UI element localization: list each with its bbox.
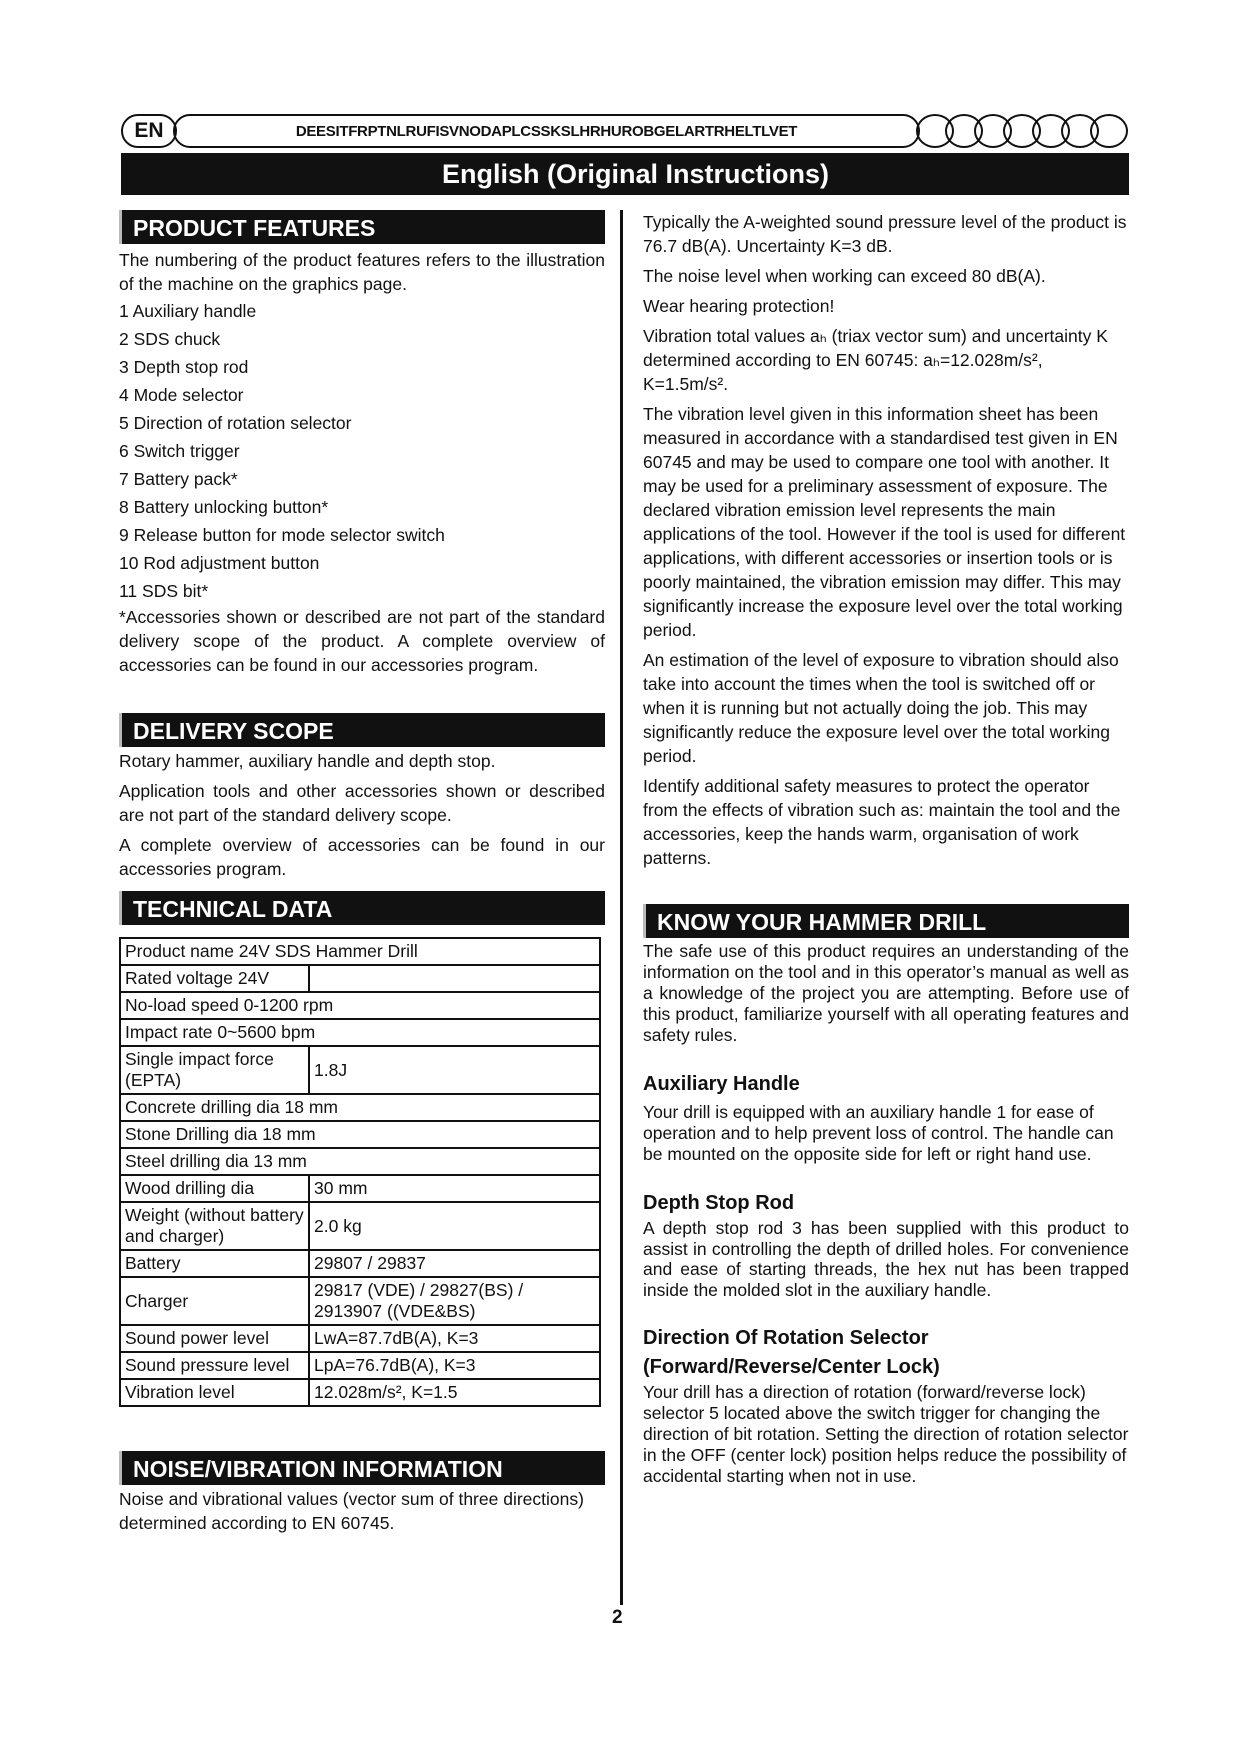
- spec-label: Battery: [120, 1250, 309, 1277]
- table-row: [120, 1046, 600, 1094]
- spec-value: 29807 / 29837: [309, 1250, 600, 1277]
- language-blank-circle: [1090, 114, 1128, 148]
- table-row: [120, 965, 600, 992]
- vibration-estimation-text: An estimation of the level of exposure to vibration should also take into account the times when the tool is switched off or when it is running but not actually doing the job. This may significantly reduce the exposure level over the total working period.: [643, 650, 1119, 766]
- spec-value: LwA=87.7dB(A), K=3: [309, 1325, 600, 1352]
- delivery-text-3: A complete overview of accessories can be found in our accessories program.: [119, 835, 605, 879]
- technical-data-table: [119, 937, 601, 1407]
- direction-selector-title-1: Direction Of Rotation Selector: [643, 1327, 929, 1349]
- table-row: [120, 1379, 600, 1406]
- table-row: [120, 1352, 600, 1379]
- language-codes-strip: DEESITFRPTNLRUFISVNODAPLCSSKSLHRHUROBGELARTRHELTLVET: [173, 114, 920, 148]
- list-item: 2 SDS chuck: [119, 329, 221, 349]
- table-row: [120, 1019, 600, 1046]
- table-row: [120, 1325, 600, 1352]
- spec-label: Stone Drilling dia 18 mm: [120, 1121, 600, 1148]
- section-heading-product-features: PRODUCT FEATURES: [119, 210, 605, 244]
- vibration-values: Vibration total values aₕ (triax vector sum) and uncertainty K determined according to EN 60745: aₕ=12.028m/s², K=1.5m/s².: [643, 326, 1108, 394]
- spec-value: 12.028m/s², K=1.5: [309, 1379, 600, 1406]
- column-divider: [620, 210, 623, 1605]
- direction-selector-title-2: (Forward/Reverse/Center Lock): [643, 1356, 940, 1378]
- spec-value: 2.0 kg: [309, 1202, 600, 1250]
- direction-selector-text: Your drill has a direction of rotation (forward/reverse lock) selector 5 located above the switch trigger for changing the direction of bit rotation. Setting the direction of rotation selector in the OFF (center lock) position helps reduce the possibility of accidental starting when not in use.: [643, 1382, 1129, 1486]
- list-item: 3 Depth stop rod: [119, 357, 249, 377]
- list-item: 4 Mode selector: [119, 385, 244, 405]
- table-row: [120, 1277, 600, 1325]
- table-row: [120, 1148, 600, 1175]
- list-item: 10 Rod adjustment button: [119, 553, 320, 573]
- spec-value: 1.8J: [309, 1046, 600, 1094]
- section-heading-technical-data: TECHNICAL DATA: [119, 891, 605, 925]
- list-item: 5 Direction of rotation selector: [119, 413, 352, 433]
- spec-value: 29817 (VDE) / 29827(BS) / 2913907 ((VDE&BS): [309, 1277, 600, 1325]
- section-heading-know-your-hammer-drill: KNOW YOUR HAMMER DRILL: [643, 904, 1129, 938]
- auxiliary-handle-text: Your drill is equipped with an auxiliary handle 1 for ease of operation and to help prevent loss of control. The handle can be mounted on the opposite side for left or right hand use.: [643, 1102, 1114, 1164]
- table-row: [120, 992, 600, 1019]
- spec-label: Steel drilling dia 13 mm: [120, 1148, 600, 1175]
- table-row: [120, 938, 600, 965]
- depth-stop-rod-text: A depth stop rod 3 has been supplied with this product to assist in controlling the depth of drilled holes. For convenience and ease of starting threads, the hex nut has been trapped inside the molded slot in the auxiliary handle.: [643, 1218, 1129, 1300]
- spec-label: Sound power level: [120, 1325, 309, 1352]
- spec-label: Wood drilling dia: [120, 1175, 309, 1202]
- right-column: [643, 210, 1129, 1487]
- table-row: [120, 1121, 600, 1148]
- spec-value: [309, 965, 600, 992]
- spec-label: Product name 24V SDS Hammer Drill: [120, 938, 600, 965]
- safety-measures-text: Identify additional safety measures to protect the operator from the effects of vibration such as: maintain the tool and the accessories, keep the hands warm, organisation of work patterns.: [643, 776, 1121, 868]
- list-item: 7 Battery pack*: [119, 469, 238, 489]
- know-text: The safe use of this product requires an understanding of the information on the tool and in this operator’s manual as well as a knowledge of the project you are attempting. Before use of this product, familiarize yourself with all operating features and safety rules.: [643, 941, 1129, 1045]
- spec-label: Vibration level: [120, 1379, 309, 1406]
- delivery-text-2: Application tools and other accessories shown or described are not part of the standard delivery scope.: [119, 781, 605, 825]
- delivery-text-1: Rotary hammer, auxiliary handle and depth stop.: [119, 751, 496, 771]
- features-intro: The numbering of the product features refers to the illustration of the machine on the graphics page.: [119, 250, 605, 294]
- language-bar: [121, 114, 1129, 148]
- noise-text-2: Typically the A-weighted sound pressure level of the product is 76.7 dB(A). Uncertainty K=3 dB.: [643, 212, 1127, 256]
- vibration-level-text: The vibration level given in this information sheet has been measured in accordance with a standardised test given in EN 60745 and may be used to compare one tool with another. It may be used for a preliminary assessment of exposure. The declared vibration emission level represents the main applications of the tool. However if the tool is used for different applications, with different accessories or insertion tools or is poorly maintained, the vibration emission may differ. This may significantly increase the exposure level over the total working period.: [643, 404, 1126, 640]
- language-current-badge: EN: [121, 114, 177, 148]
- spec-label: Weight (without battery and charger): [120, 1202, 309, 1250]
- table-row: [120, 1250, 600, 1277]
- features-list: [119, 297, 605, 605]
- auxiliary-handle-title: Auxiliary Handle: [643, 1073, 800, 1095]
- section-heading-noise-vibration: NOISE/VIBRATION INFORMATION: [119, 1451, 605, 1485]
- spec-label: Sound pressure level: [120, 1352, 309, 1379]
- list-item: 9 Release button for mode selector switch: [119, 525, 445, 545]
- spec-value: 30 mm: [309, 1175, 600, 1202]
- spec-label: Rated voltage 24V: [120, 965, 309, 992]
- depth-stop-rod-title: Depth Stop Rod: [643, 1192, 795, 1214]
- spec-value: LpA=76.7dB(A), K=3: [309, 1352, 600, 1379]
- table-row: [120, 1202, 600, 1250]
- features-note: *Accessories shown or described are not part of the standard delivery scope of the product. A complete overview of accessories can be found in our accessories program.: [119, 607, 605, 675]
- spec-label: Impact rate 0~5600 bpm: [120, 1019, 600, 1046]
- hearing-warning: Wear hearing protection!: [643, 296, 835, 316]
- noise-text-1: Noise and vibrational values (vector sum of three directions) determined according to EN 60745.: [119, 1489, 584, 1533]
- spec-label: Single impact force (EPTA): [120, 1046, 309, 1094]
- table-row: [120, 1094, 600, 1121]
- table-row: [120, 1175, 600, 1202]
- list-item: 11 SDS bit*: [119, 581, 209, 601]
- spec-label: Concrete drilling dia 18 mm: [120, 1094, 600, 1121]
- page-number: 2: [612, 1607, 623, 1628]
- spec-label: Charger: [120, 1277, 309, 1325]
- left-column: [119, 210, 605, 1535]
- list-item: 6 Switch trigger: [119, 441, 240, 461]
- spec-label: No-load speed 0-1200 rpm: [120, 992, 600, 1019]
- list-item: 8 Battery unlocking button*: [119, 497, 329, 517]
- list-item: 1 Auxiliary handle: [119, 301, 257, 321]
- noise-text-3: The noise level when working can exceed 80 dB(A).: [643, 266, 1046, 286]
- page-title: English (Original Instructions): [121, 153, 1129, 195]
- section-heading-delivery-scope: DELIVERY SCOPE: [119, 713, 605, 747]
